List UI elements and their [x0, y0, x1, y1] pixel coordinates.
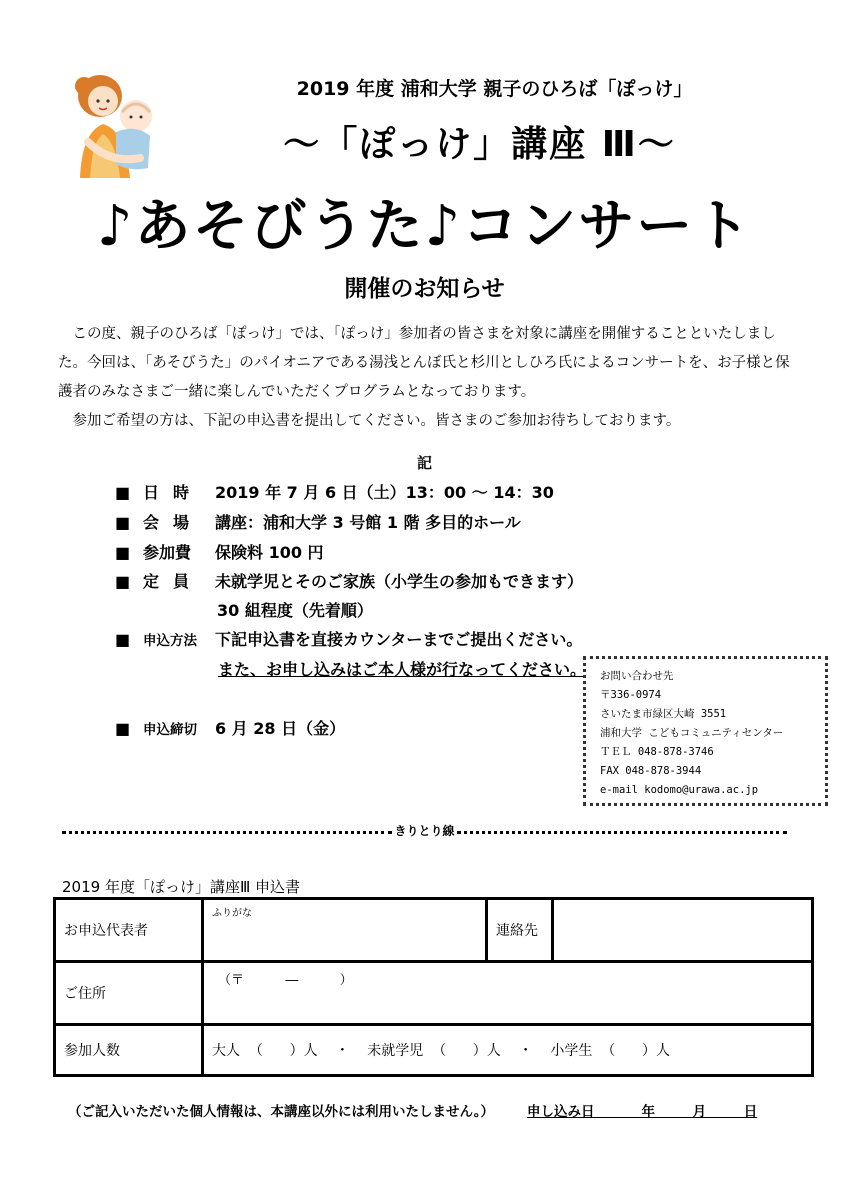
detail-value: 下記申込書を直接カウンターまでご提出ください。 — [215, 630, 583, 649]
address-field[interactable] — [203, 962, 813, 1025]
form-title: 2019 年度「ぽっけ」講座Ⅲ 申込書 — [62, 878, 301, 896]
application-form-table — [53, 897, 814, 1077]
detail-value: 2019 年 7 月 6 日（土）13：00 〜 14：30 — [215, 483, 554, 502]
furigana-label: ふりがな — [212, 908, 252, 919]
series-title: 〜「ぽっけ」講座 Ⅲ〜 — [283, 124, 676, 165]
form-row-count — [55, 1025, 813, 1076]
detail-value: 未就学児とそのご家族（小学生の参加もできます） — [215, 572, 584, 591]
intro-text — [58, 320, 798, 436]
privacy-note: （ご記入いただいた個人情報は、本講座以外には利用いたしません。） — [68, 1104, 495, 1120]
contact-label-cell: 連絡先 — [487, 899, 553, 962]
bullet-square-icon: ■ — [115, 719, 131, 738]
detail-label: 申込締切 — [143, 722, 197, 738]
rep-name-field[interactable] — [203, 899, 487, 962]
contact-tel: ＴＥＬ 048-878-3746 — [600, 746, 714, 758]
contact-postal: 〒336-0974 — [600, 689, 662, 701]
cut-line-dots-right — [457, 831, 787, 834]
contact-fax: FAX 048-878-3944 — [600, 765, 702, 777]
main-title: ♪あそびうた♪コンサート — [96, 194, 753, 259]
detail-value: 保険料 100 円 — [215, 543, 324, 562]
form-row-address — [55, 962, 813, 1025]
contact-heading: お問い合わせ先 — [600, 670, 674, 682]
contact-address: さいたま市緑区大崎 3551 — [600, 708, 727, 720]
detail-label: 申込方法 — [143, 633, 197, 649]
detail-value: 講座：浦和大学 3 号館 1 階 多目的ホール — [215, 513, 521, 532]
address-label-cell: ご住所 — [55, 962, 203, 1025]
bullet-square-icon: ■ — [115, 513, 131, 532]
apply-date-field[interactable]: 申し込み日 年 月 日 — [527, 1104, 758, 1120]
count-field[interactable] — [203, 1025, 813, 1076]
capacity-value-2: 30 組程度（先着順） — [217, 601, 373, 620]
zip-placeholder: （〒 ― ） — [218, 973, 353, 988]
detail-label: 参加費 — [143, 543, 192, 562]
form-row-representative — [55, 899, 813, 962]
intro-paragraph-1: この度、親子のひろば「ぽっけ」では、「ぽっけ」参加者の皆さまを対象に講座を開催することといたしました。今回は、「あそびうた」のパイオニアである湯浅とんぼ氏と杉川としひろ氏によるコンサートを、お子様と保護者のみなさまご一緒に楽しんでいただくプログラムとなっております。 — [58, 326, 790, 400]
bullet-square-icon: ■ — [115, 543, 131, 562]
contact-box — [583, 656, 828, 806]
contact-field[interactable] — [553, 899, 813, 962]
detail-row-venue — [115, 510, 521, 533]
count-line: 大人 （ ）人 ・ 未就学児 （ ）人 ・ 小学生 （ ）人 — [212, 1043, 671, 1059]
bullet-square-icon: ■ — [115, 483, 131, 502]
rep-label-cell: お申込代表者 — [55, 899, 203, 962]
detail-row-deadline — [115, 716, 345, 739]
detail-label: 日時 — [143, 483, 204, 502]
intro-paragraph-2: 参加ご希望の方は、下記の申込書を提出してください。皆さまのご参加お待ちしております。 — [72, 413, 681, 429]
detail-label: 会場 — [143, 513, 204, 532]
count-label-cell: 参加人数 — [55, 1025, 203, 1076]
bullet-square-icon: ■ — [115, 630, 131, 649]
contact-org: 浦和大学 こどもコミュニティセンター — [600, 727, 784, 739]
notice-heading: 開催のお知らせ — [344, 276, 505, 302]
method-note: また、お申し込みはご本人様が行なってください。 — [218, 660, 587, 679]
contact-email: e-mail kodomo@urawa.ac.jp — [600, 784, 759, 796]
ki-heading: 記 — [416, 454, 432, 472]
detail-row-fee — [115, 540, 324, 563]
cut-line-label: きりとり線 — [394, 824, 455, 838]
event-subtitle: 2019 年度 浦和大学 親子のひろば「ぽっけ」 — [296, 78, 693, 100]
bullet-square-icon: ■ — [115, 572, 131, 591]
cut-line — [62, 822, 787, 842]
detail-row-capacity — [115, 569, 583, 592]
detail-label: 定員 — [143, 572, 204, 591]
detail-row-method — [115, 627, 582, 650]
detail-value: 6 月 28 日（金） — [215, 719, 346, 738]
detail-row-date — [115, 480, 554, 503]
